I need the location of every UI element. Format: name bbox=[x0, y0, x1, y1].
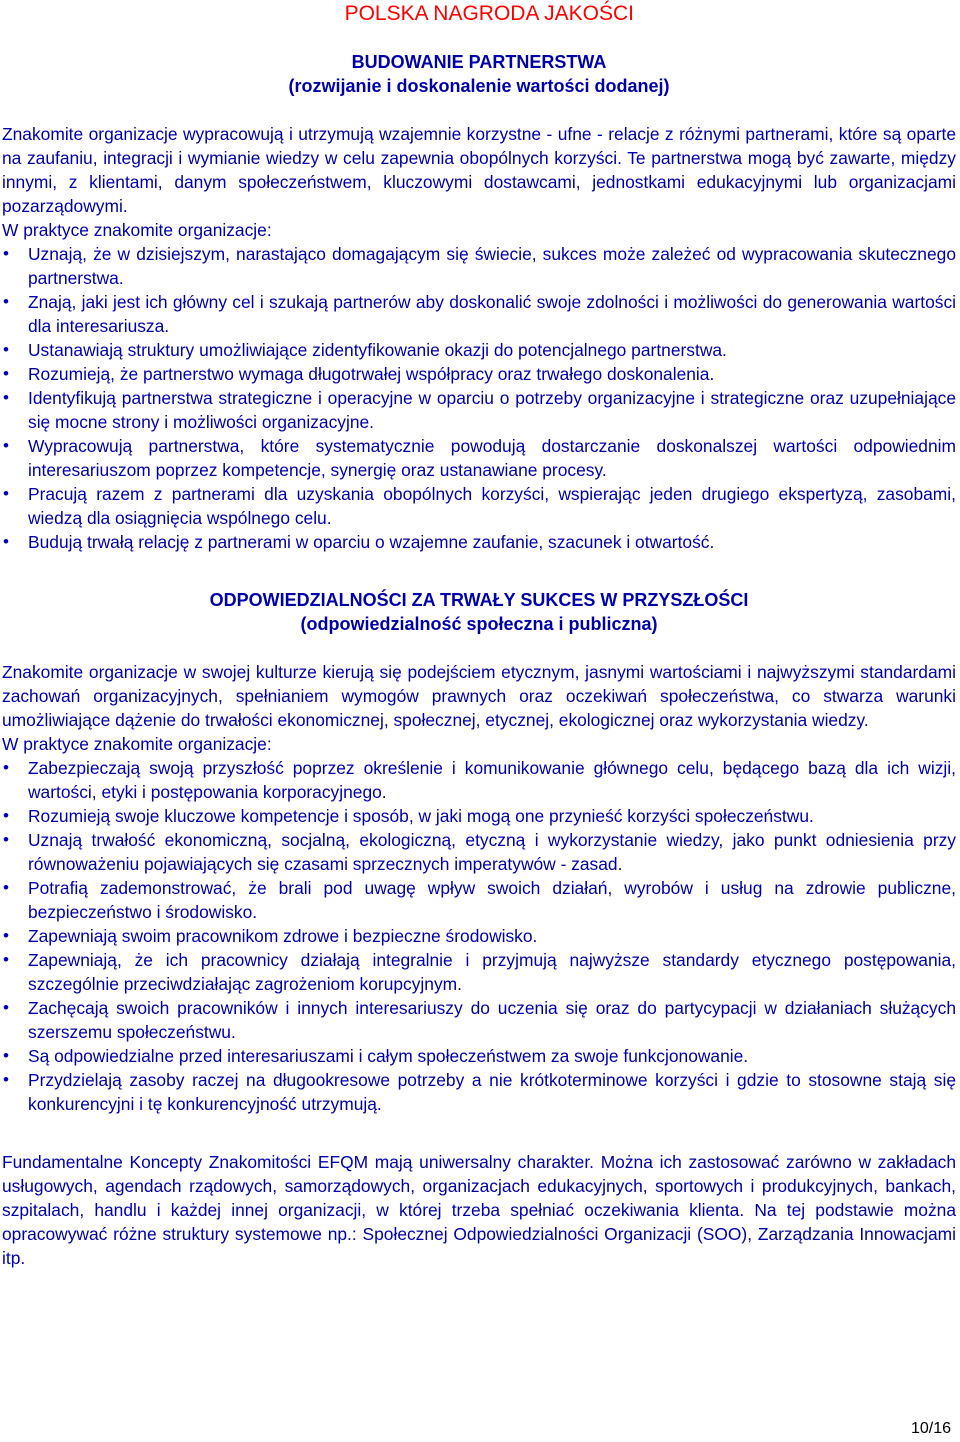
list-item: • Potrafią zademonstrować, że brali pod uwagę wpływ swoich działań, wyrobów i usług na zdrowie publiczne, bezpieczeństwo i środowisko. bbox=[2, 876, 956, 924]
section1-lead: W praktyce znakomite organizacje: bbox=[2, 220, 272, 240]
list-item: • Uznają trwałość ekonomiczną, socjalną, ekologiczną, etyczną i wykorzystanie wiedzy, jako punkt odniesienia przy równoważeniu pojawiających się czasami sprzecznych imperatywów - zasad. bbox=[2, 828, 956, 876]
section1-intro: Znakomite organizacje wypracowują i utrzymują wzajemnie korzystne - ufne - relacje z różnymi partnerami, które są oparte na zaufaniu, integracji i wymianie wiedzy w celu zapewnia obopólnych korzyści. Te partnerstwa mogą być zawarte, między innymi, z klientami, danym społeczeństwem, kluczowymi dostawcami, jednostkami edukacyjnymi lub organizacjami pozarządowymi. bbox=[2, 124, 956, 216]
list-item: • Pracują razem z partnerami dla uzyskania obopólnych korzyści, wspierając jeden drugiego ekspertyzą, zasobami, wiedzą dla osiągnięcia wspólnego celu. bbox=[2, 482, 956, 530]
list-item: • Identyfikują partnerstwa strategiczne i operacyjne w oparciu o potrzeby organizacyjne i strategiczne oraz uzupełniające się mocne strony i możliwości organizacyjne. bbox=[2, 386, 956, 434]
closing-paragraph: Fundamentalne Koncepty Znakomitości EFQM mają uniwersalny charakter. Można ich zastosować zarówno w zakładach usługowych, agendach rządowych, samorządowych, organizacjach edukacyjnych, sportowych i produkcyjnych, bankach, szpitalach, handlu i każdej innej organizacji, w której trzeba spełniać oczekiwania klienta. Na tej podstawie można opracowywać różne struktury systemowe np.: Społecznej Odpowiedzialności Organizacji (SOO), Zarządzania Innowacjami itp. bbox=[2, 1152, 956, 1268]
section2-title: ODPOWIEDZIALNOŚCI ZA TRWAŁY SUKCES W PRZYSZŁOŚCI bbox=[209, 590, 749, 610]
list-item: • Znają, jaki jest ich główny cel i szukają partnerów aby doskonalić swoje zdolności i możliwości do generowania wartości dla interesariusza. bbox=[2, 290, 956, 338]
section2-intro: Znakomite organizacje w swojej kulturze kierują się podejściem etycznym, jasnymi wartościami i najwyższymi standardami zachowań organizacyjnych, spełnianiem wymogów prawnych oraz oczekiwań społeczeństwa, co stwarza warunki umożliwiające dążenie do trwałości ekonomicznej, społecznej, etycznej, ekologicznej oraz wykorzystania wiedzy. bbox=[2, 662, 956, 730]
page-number: 10/16 bbox=[910, 1420, 951, 1437]
section2-list bbox=[2, 756, 956, 1116]
section1-subtitle: (rozwijanie i doskonalenie wartości dodanej) bbox=[288, 76, 670, 96]
list-item: • Rozumieją, że partnerstwo wymaga długotrwałej współpracy oraz trwałego doskonalenia. bbox=[2, 362, 956, 386]
list-item: • Przydzielają zasoby raczej na długookresowe potrzeby a nie krótkoterminowe korzyści i gdzie to stosowne stają się konkurencyjni i tę konkurencyjność utrzymują. bbox=[2, 1068, 956, 1116]
section1-list bbox=[2, 242, 956, 554]
section1-title: BUDOWANIE PARTNERSTWA bbox=[351, 52, 607, 72]
list-item: • Zabezpieczają swoją przyszłość poprzez określenie i komunikowanie głównego celu, będącego bazą dla ich wizji, wartości, etyki i postępowania korporacyjnego. bbox=[2, 756, 956, 804]
list-item: • Ustanawiają struktury umożliwiające zidentyfikowanie okazji do potencjalnego partnerstwa. bbox=[2, 338, 956, 362]
section2-lead: W praktyce znakomite organizacje: bbox=[2, 734, 272, 754]
list-item: • Rozumieją swoje kluczowe kompetencje i sposób, w jaki mogą one przynieść korzyści społeczeństwu. bbox=[2, 804, 956, 828]
document-content bbox=[2, 50, 956, 1270]
section2-subtitle: (odpowiedzialność społeczna i publiczna) bbox=[300, 614, 658, 634]
list-item: • Zapewniają swoim pracownikom zdrowe i bezpieczne środowisko. bbox=[2, 924, 956, 948]
header-title: POLSKA NAGRODA JAKOŚCI bbox=[344, 2, 634, 25]
list-item: • Zachęcają swoich pracowników i innych interesariuszy do uczenia się oraz do partycypacji w działaniach służących szerszemu społeczeństwu. bbox=[2, 996, 956, 1044]
list-item: • Wypracowują partnerstwa, które systematycznie powodują dostarczanie doskonalszej wartości odpowiednim interesariuszom poprzez kompetencje, synergię oraz ustanawiane procesy. bbox=[2, 434, 956, 482]
list-item: • Budują trwałą relację z partnerami w oparciu o wzajemne zaufanie, szacunek i otwartość. bbox=[2, 530, 956, 554]
list-item: • Zapewniają, że ich pracownicy działają integralnie i przyjmują najwyższe standardy etycznego postępowania, szczególnie przeciwdziałając zagrożeniom korupcyjnym. bbox=[2, 948, 956, 996]
list-item: • Uznają, że w dzisiejszym, narastająco domagającym się świecie, sukces może zależeć od wypracowania skutecznego partnerstwa. bbox=[2, 242, 956, 290]
list-item: • Są odpowiedzialne przed interesariuszami i całym społeczeństwem za swoje funkcjonowanie. bbox=[2, 1044, 956, 1068]
